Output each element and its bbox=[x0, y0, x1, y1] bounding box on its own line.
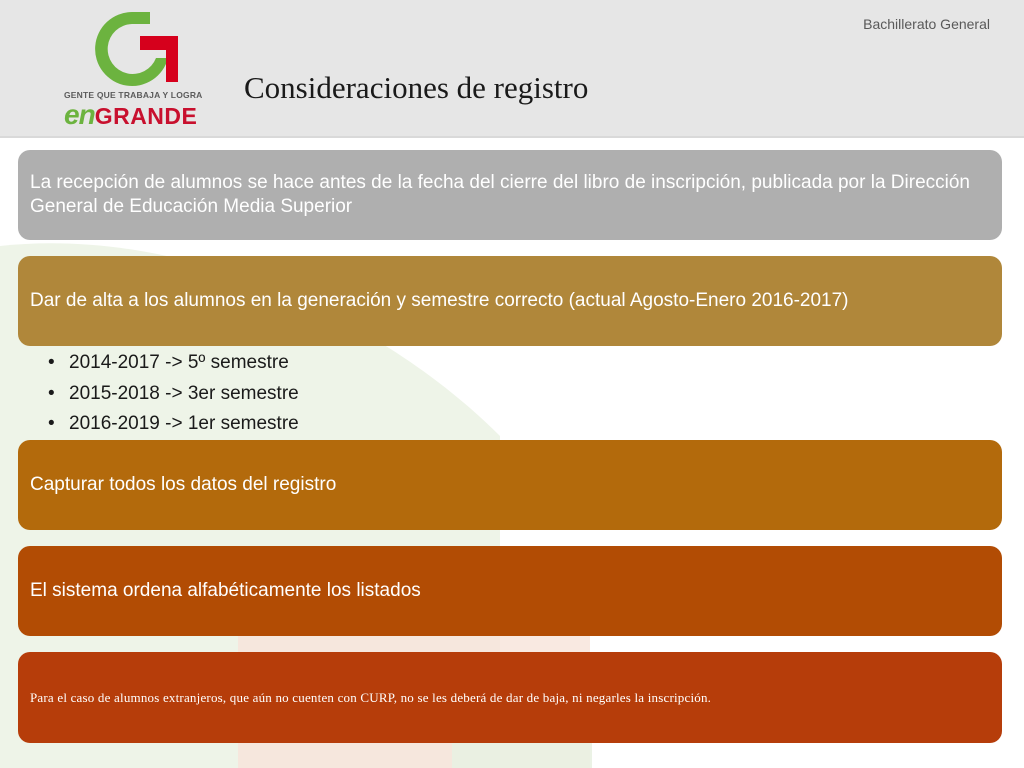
bullet-icon: • bbox=[48, 352, 55, 373]
item-text: Dar de alta a los alumnos en la generación y semestre correcto (actual Agosto-Enero 2016-2017) bbox=[30, 290, 849, 311]
bullet-icon: • bbox=[48, 413, 55, 434]
logo-word-en: en bbox=[64, 99, 95, 130]
consideration-item-alphabetical bbox=[18, 546, 1002, 636]
item-text: El sistema ordena alfabéticamente los listados bbox=[30, 580, 421, 601]
list-item-text: 2014-2017 -> 5º semestre bbox=[69, 352, 289, 373]
g-logo-icon bbox=[92, 8, 182, 90]
consideration-item-capture-data bbox=[18, 440, 1002, 530]
consideration-item-foreign-students bbox=[18, 652, 1002, 743]
consideration-item-reception bbox=[18, 150, 1002, 240]
logo bbox=[60, 8, 214, 130]
bullet-icon: • bbox=[48, 382, 55, 404]
list-item-text: 2015-2018 -> 3er semestre bbox=[69, 382, 299, 404]
list-item bbox=[48, 379, 299, 410]
consideration-item-register-students bbox=[18, 256, 1002, 346]
logo-tagline: GENTE QUE TRABAJA Y LOGRA bbox=[64, 90, 203, 100]
item-text: La recepción de alumnos se hace antes de la fecha del cierre del libro de inscripción, publicada por la Dirección General de Educación Media Superior bbox=[30, 172, 970, 217]
program-label: Bachillerato General bbox=[863, 16, 990, 32]
page-header bbox=[0, 0, 1024, 138]
list-item-text: 2016-2019 -> 1er semestre bbox=[69, 413, 299, 434]
logo-wordmark bbox=[64, 99, 197, 131]
logo-word-grande: GRANDE bbox=[94, 103, 198, 129]
generation-list bbox=[48, 348, 299, 440]
list-item bbox=[48, 409, 299, 440]
page-title: Consideraciones de registro bbox=[244, 70, 589, 105]
list-item bbox=[48, 348, 299, 379]
item-text: Capturar todos los datos del registro bbox=[30, 474, 337, 495]
item-text: Para el caso de alumnos extranjeros, que aún no cuenten con CURP, no se les deberá de dar de baja, ni negarles la inscripción. bbox=[30, 689, 712, 705]
